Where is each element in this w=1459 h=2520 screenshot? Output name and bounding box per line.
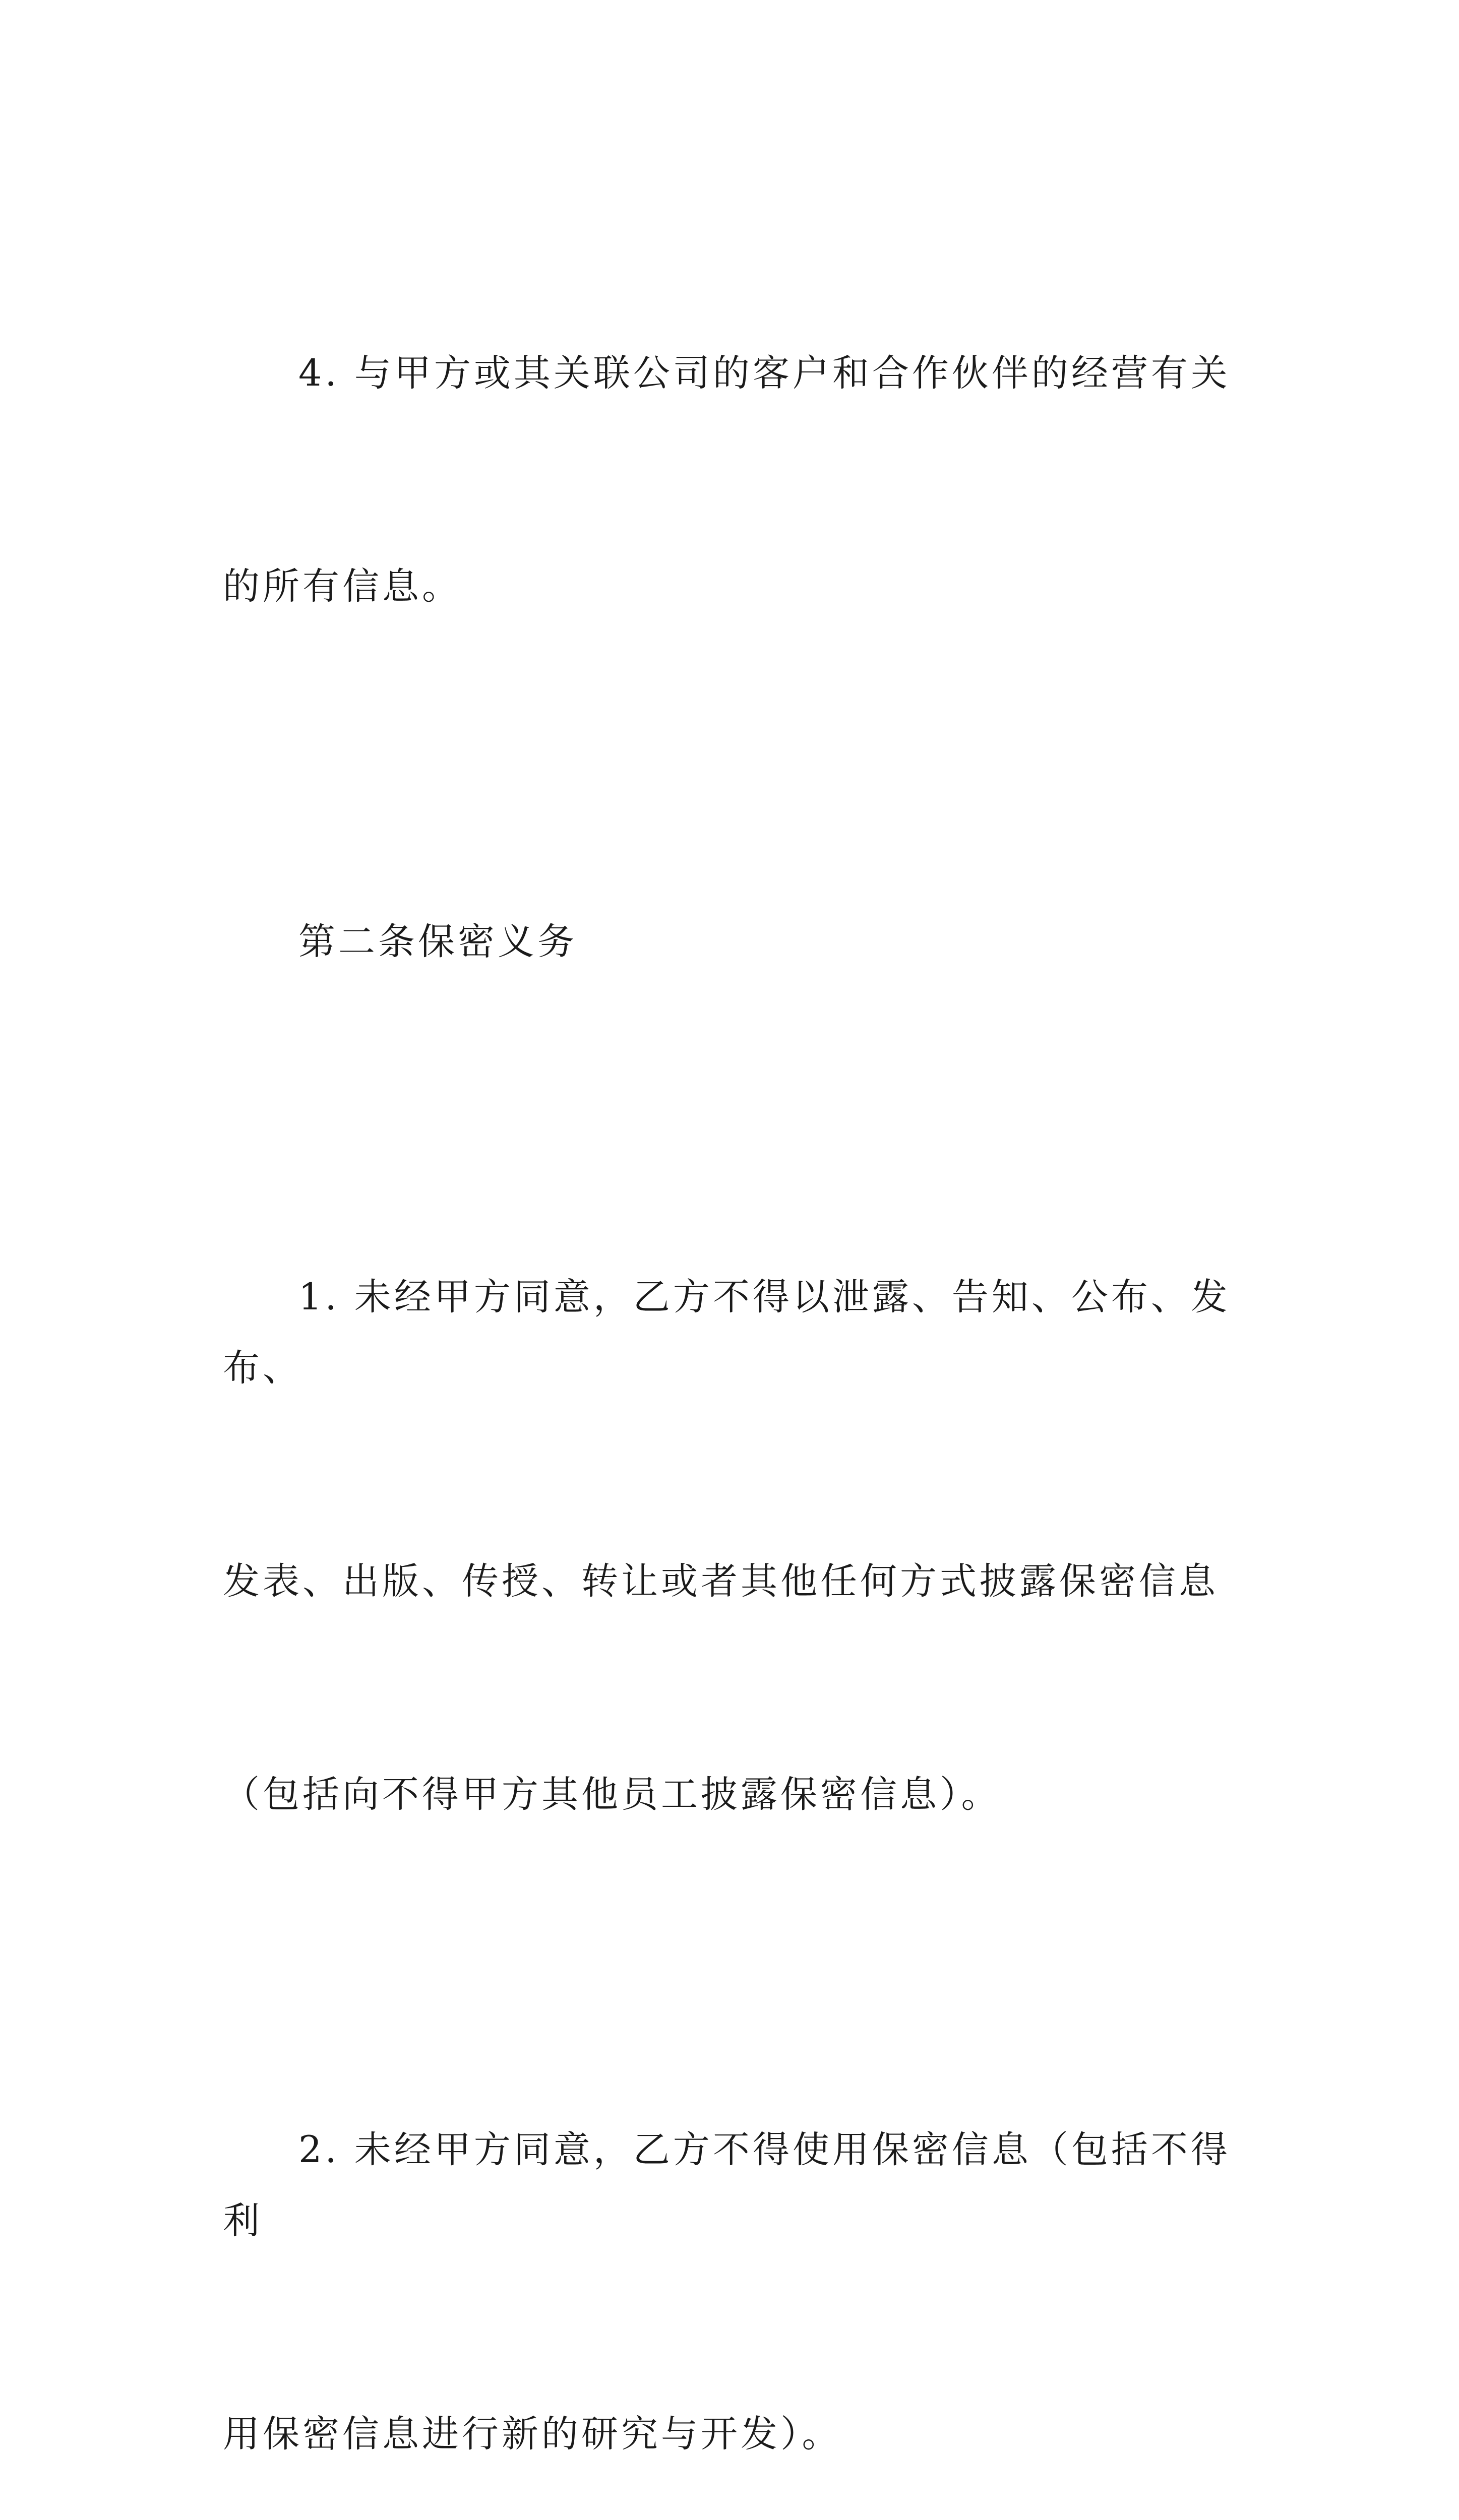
text-line: 1. 未经甲方同意，乙方不得以泄露、告知、公布、发布、 xyxy=(223,1276,1231,1390)
text-line: 发表、出版、传授、转让或者其他任何方式披露保密信息 xyxy=(223,1560,1219,1603)
text-line: 的所有信息。 xyxy=(223,565,462,608)
text-line: （包括向不得甲方其他员工披露保密信息）。 xyxy=(223,1773,1001,1816)
document-body xyxy=(223,196,1250,2520)
paragraph-clause-4-partner-info xyxy=(223,196,1250,764)
section-heading-article-2 xyxy=(223,764,1250,1119)
paragraph-obligation-2 xyxy=(223,1972,1250,2520)
text-line: 2. 未经甲方同意，乙方不得使用保密信息（包括不得利 xyxy=(223,2128,1231,2242)
text-line: 用保密信息进行新的研究与开发）。 xyxy=(223,2413,842,2455)
text-line: 4. 与甲方或其关联公司的客户和合作伙伴的经营有关 xyxy=(298,352,1231,395)
paragraph-obligation-1 xyxy=(223,1119,1250,1972)
section-heading-text: 第二条保密义务 xyxy=(298,920,577,963)
